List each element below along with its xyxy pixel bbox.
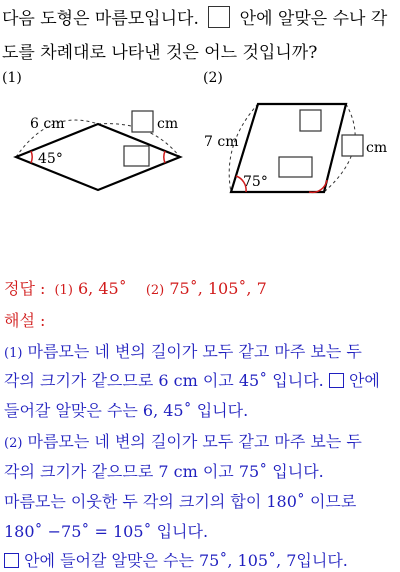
unit-label-1: cm xyxy=(157,116,179,132)
figure2-label: (2) xyxy=(203,70,223,86)
answer-part1: 6, 45˚ xyxy=(78,279,127,298)
explanation-label: 해설 : xyxy=(4,311,46,330)
side-length-label-2: 7 cm xyxy=(204,134,239,150)
answer-part2-number: (2) xyxy=(145,283,165,298)
angle-arc-right xyxy=(164,151,165,163)
explanation-1-line-2-tail: 안에 xyxy=(348,371,380,390)
question-line-1 xyxy=(2,4,387,29)
blank-box-inline-2 xyxy=(4,553,19,568)
blank-box-inline xyxy=(329,373,344,388)
angle-label-1: 45° xyxy=(38,151,63,167)
explanation-1-line-1 xyxy=(4,339,362,362)
explanation-1-line-3: 들어갈 알맞은 수는 6, 45˚ 입니다. xyxy=(4,401,249,420)
question-text-a: 다음 도형은 마름모입니다. xyxy=(2,9,199,29)
rhombus-figures xyxy=(0,92,400,212)
angle-arc-left xyxy=(31,151,32,163)
question-line-2: 도를 차례대로 나타낸 것은 어느 것입니까? xyxy=(2,43,318,63)
blank-box-length-2 xyxy=(342,135,363,156)
explanation-1-number: (1) xyxy=(4,346,23,361)
explanation-2-line-2: 각의 크기가 같으므로 7 cm 이고 75˚ 입니다. xyxy=(4,462,324,481)
explanation-2-text: 마름모는 네 변의 길이가 모두 같고 마주 보는 두 xyxy=(27,432,362,451)
blank-box xyxy=(208,6,230,28)
explanation-1-line-2 xyxy=(4,368,380,391)
blank-box-angle-3 xyxy=(279,157,312,177)
figure1-label: (1) xyxy=(2,70,22,86)
explanation-2-line-1 xyxy=(4,429,362,452)
answer-part2: 75˚, 105˚, 7 xyxy=(169,279,267,298)
explanation-2-line-5 xyxy=(4,548,348,571)
unit-label-2: cm xyxy=(366,140,388,156)
explanation-1-line-2-text: 각의 크기가 같으므로 6 cm 이고 45˚ 입니다. xyxy=(4,371,324,390)
blank-box-length xyxy=(132,111,153,132)
explanation-2-line-3: 마름모는 이웃한 두 각의 크기의 합이 180˚ 이므로 xyxy=(4,492,357,511)
explanation-2-number: (2) xyxy=(4,436,23,451)
rhombus-figure-2 xyxy=(204,104,387,192)
angle-label-2: 75° xyxy=(243,174,268,190)
answer-line xyxy=(4,276,267,299)
question-text-b: 안에 알맞은 수나 각 xyxy=(239,9,388,29)
answer-part1-number: (1) xyxy=(54,283,73,298)
answer-label: 정답 : xyxy=(4,279,46,298)
explanation-2-line-5-text: 안에 들어갈 알맞은 수는 75˚, 105˚, 7입니다. xyxy=(24,551,348,570)
blank-box-angle xyxy=(124,146,149,166)
side-length-label-1: 6 cm xyxy=(30,116,65,132)
explanation-2-line-4: 180˚ −75˚ = 105˚ 입니다. xyxy=(4,522,209,541)
explanation-1-text: 마름모는 네 변의 길이가 모두 같고 마주 보는 두 xyxy=(27,342,362,361)
rhombus-figure-1 xyxy=(16,111,180,190)
blank-box-angle-2 xyxy=(300,110,321,131)
